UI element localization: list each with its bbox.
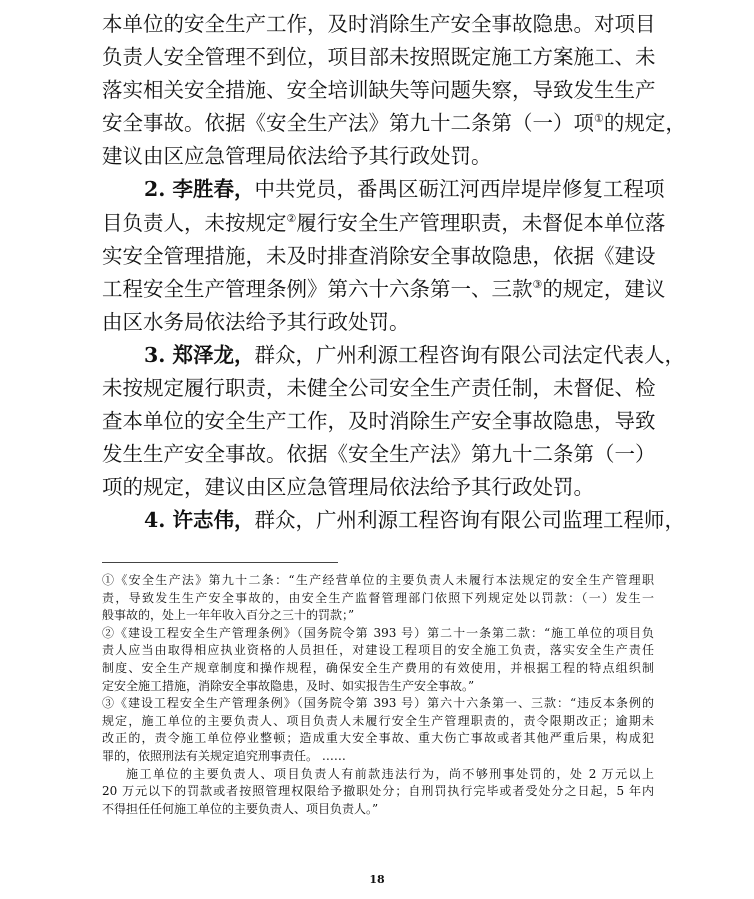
paragraph-line: [102, 173, 665, 206]
footnote-line: 不得担任任何施工单位的主要负责人、项目负责人。”: [102, 801, 379, 816]
paragraph-line: [102, 438, 654, 471]
footnote-line: ②《建设工程安全生产管理条例》（国务院令第 393 号）第二十一条第二款：“施工单位的项目负: [102, 625, 654, 640]
paragraph-line: [102, 207, 666, 240]
footnote-ref: ③: [532, 277, 543, 291]
paragraph-line: [102, 339, 686, 372]
footnote-line: 定安全施工措施，消除安全事故隐患，及时、如实报告生产安全事故。”: [102, 678, 475, 693]
paragraph-line: [102, 107, 686, 140]
text: 目负责人，未按规定: [102, 210, 287, 235]
footnote-line: 规定，施工单位的主要负责人、项目负责人未履行安全生产管理职责的，责令限期改正；逾期未: [102, 713, 654, 728]
body-text: [102, 8, 686, 538]
footnote-line: ③《建设工程安全生产管理条例》（国务院令第 393 号）第六十六条第一、三款：“违反本条例的: [102, 696, 654, 711]
text: 群众，广州利源工程咨询有限公司法定代表人，: [254, 342, 686, 367]
person-name: 2. 李胜春，: [144, 177, 255, 202]
person-name: 4. 许志伟，: [144, 508, 255, 533]
text: 群众，广州利源工程咨询有限公司监理工程师，: [254, 508, 686, 533]
text: 实安全管理措施，未及时排查消除安全事故隐患，依据《建设: [102, 243, 656, 268]
page-number: 18: [369, 873, 385, 886]
footnote-line: 改正的，责令施工单位停业整顿；造成重大安全事故、重大伤亡事故或者其他严重后果，构成犯: [102, 731, 654, 746]
text: 发生生产安全事故。依据《安全生产法》第九十二条第（一）: [102, 442, 656, 467]
text: 未按规定履行职责，未健全公司安全生产责任制，未督促、检: [102, 376, 656, 401]
footnote-line: 责，导致发生生产安全事故的，由安全生产监督管理部门依照下列规定处以罚款：（一）发生一: [102, 590, 654, 605]
paragraph-line: [102, 8, 654, 41]
text: 履行安全生产管理职责，未督促本单位落: [296, 210, 666, 235]
text: 本单位的安全生产工作，及时消除生产安全事故隐患。对项目: [102, 12, 656, 36]
text: 安全事故。依据《安全生产法》第九十二条第（一）项: [102, 111, 594, 136]
text: 的规定，: [603, 111, 686, 136]
footnotes: [102, 572, 654, 818]
footnote-line: 罪的，依照刑法有关规定追究刑事责任。 ……: [102, 748, 346, 763]
person-name: 3. 郑泽龙，: [144, 342, 255, 367]
paragraph-line: [102, 74, 654, 107]
text: 负责人安全管理不到位，项目部未按照既定施工方案施工、未: [102, 45, 656, 70]
text: 查本单位的安全生产工作，及时消除生产安全事故隐患，导致: [102, 409, 656, 434]
text: 建议由区应急管理局依法给予其行政处罚。: [102, 144, 492, 169]
footnote-ref: ①: [594, 112, 604, 126]
footnote-line: 制度、安全生产规章制度和操作规程，确保安全生产费用的有效使用，并根据工程的特点组织制: [102, 660, 654, 675]
paragraph-line: [102, 240, 654, 273]
text: 的规定，建议: [542, 276, 666, 301]
paragraph-line: [102, 140, 654, 173]
footnote-ref: ②: [286, 211, 297, 225]
paragraph-line: [102, 41, 654, 74]
text: 中共党员，番禺区砺江河西岸堤岸修复工程项: [254, 177, 665, 202]
paragraph-line: [102, 405, 654, 438]
footnote-line: 责人应当由取得相应执业资格的人员担任，对建设工程项目的安全施工负责，落实安全生产责任: [102, 643, 654, 658]
footnote-line: 般事故的，处上一年年收入百分之三十的罚款；”: [102, 608, 355, 623]
footnote-separator: [102, 562, 338, 563]
text: 由区水务局依法给予其行政处罚。: [102, 309, 410, 334]
paragraph-line: [102, 504, 686, 537]
text: 工程安全生产管理条例》第六十六条第一、三款: [102, 276, 533, 301]
footnote-line: 20 万元以下的罚款或者按照管理权限给予撤职处分；自刑罚执行完毕或者受处分之日起，5 年内: [102, 784, 654, 799]
text: 项的规定，建议由区应急管理局依法给予其行政处罚。: [102, 475, 594, 500]
text: 落实相关安全措施、安全培训缺失等问题失察，导致发生生产: [102, 78, 656, 103]
paragraph-line: [102, 306, 654, 339]
footnote-line: ①《安全生产法》第九十二条：“生产经营单位的主要负责人未履行本法规定的安全生产管理职: [102, 573, 654, 587]
paragraph-line: [102, 471, 654, 504]
paragraph-line: [102, 273, 666, 306]
footnote-line: 施工单位的主要负责人、项目负责人有前款违法行为，尚不够刑事处罚的，处 2 万元以上: [126, 766, 654, 781]
paragraph-line: [102, 372, 654, 405]
